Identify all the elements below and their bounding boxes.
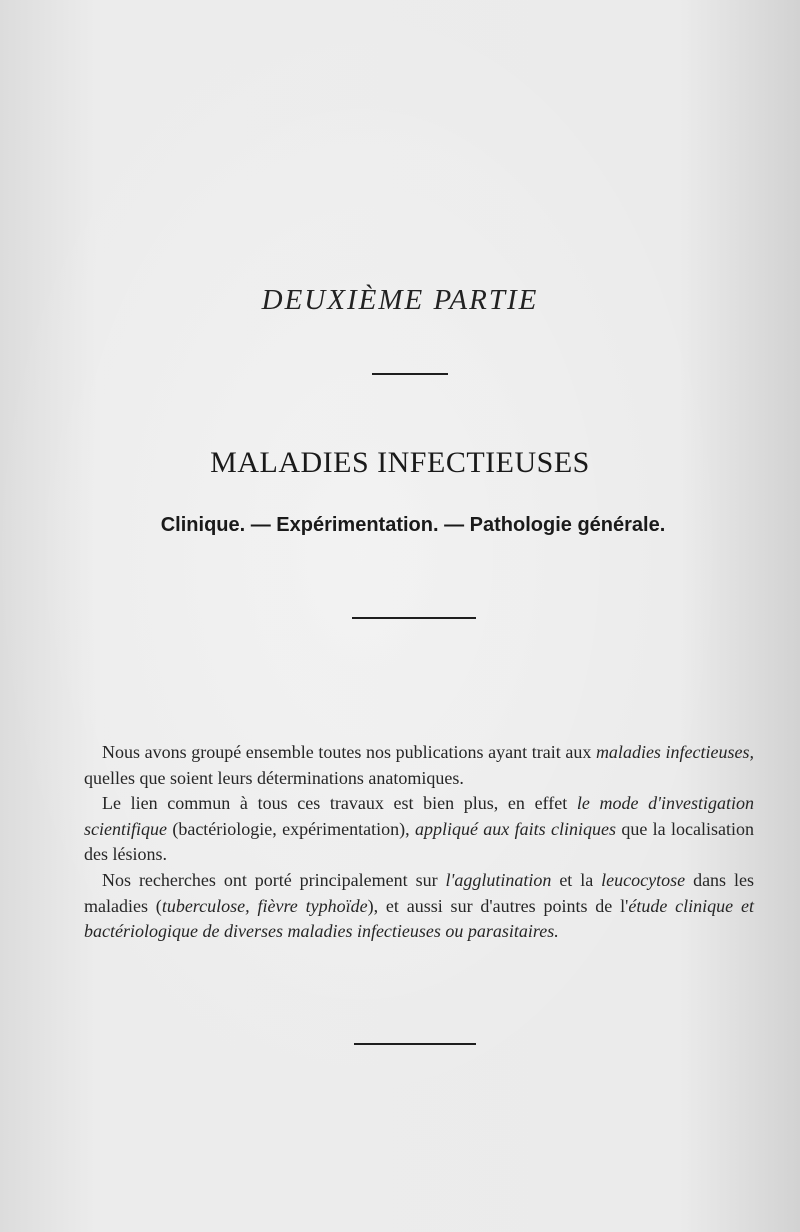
paragraph — [84, 868, 754, 945]
italic-text-run: le mode d'investigation scientifique — [84, 793, 754, 839]
text-run: quelles que soient leurs déterminations anatomiques. — [84, 767, 464, 788]
chapter-title: MALADIES INFECTIEUSES — [210, 446, 590, 479]
text-run: Nous avons groupé ensemble toutes nos publications ayant trait aux — [102, 742, 596, 762]
italic-text-run: maladies infectieuses, — [595, 742, 755, 762]
part-title: DEUXIÈME PARTIE — [261, 284, 539, 316]
text-run: (bactériologie, expérimentation), — [166, 818, 415, 839]
divider-rule — [372, 373, 448, 375]
text-run: ), et aussi sur d'autres points de l' — [367, 895, 629, 916]
text-run: et la — [551, 869, 602, 890]
paragraph — [84, 791, 754, 868]
text-run: Le lien commun à tous ces travaux est bien plus, en effet — [102, 793, 577, 814]
italic-text-run: étude clinique et bactériologique de diverses maladies infectieuses ou parasitaires. — [84, 895, 754, 942]
italic-text-run: l'agglutination — [445, 869, 552, 890]
divider-rule — [352, 617, 476, 619]
text-run: que la localisation des lésions. — [84, 818, 754, 865]
paragraph — [84, 740, 754, 791]
text-run: dans les maladies ( — [84, 869, 754, 916]
divider-rule — [354, 1043, 476, 1045]
italic-text-run: leucocytose — [601, 869, 686, 890]
chapter-subtitle: Clinique. — Expérimentation. — Pathologie générale. — [160, 514, 666, 536]
italic-text-run: appliqué aux faits cliniques — [414, 818, 616, 839]
text-run: Nos recherches ont porté principalement sur — [102, 869, 446, 890]
italic-text-run: tuberculose, fièvre typhoïde — [161, 895, 368, 916]
body-text — [84, 740, 754, 945]
